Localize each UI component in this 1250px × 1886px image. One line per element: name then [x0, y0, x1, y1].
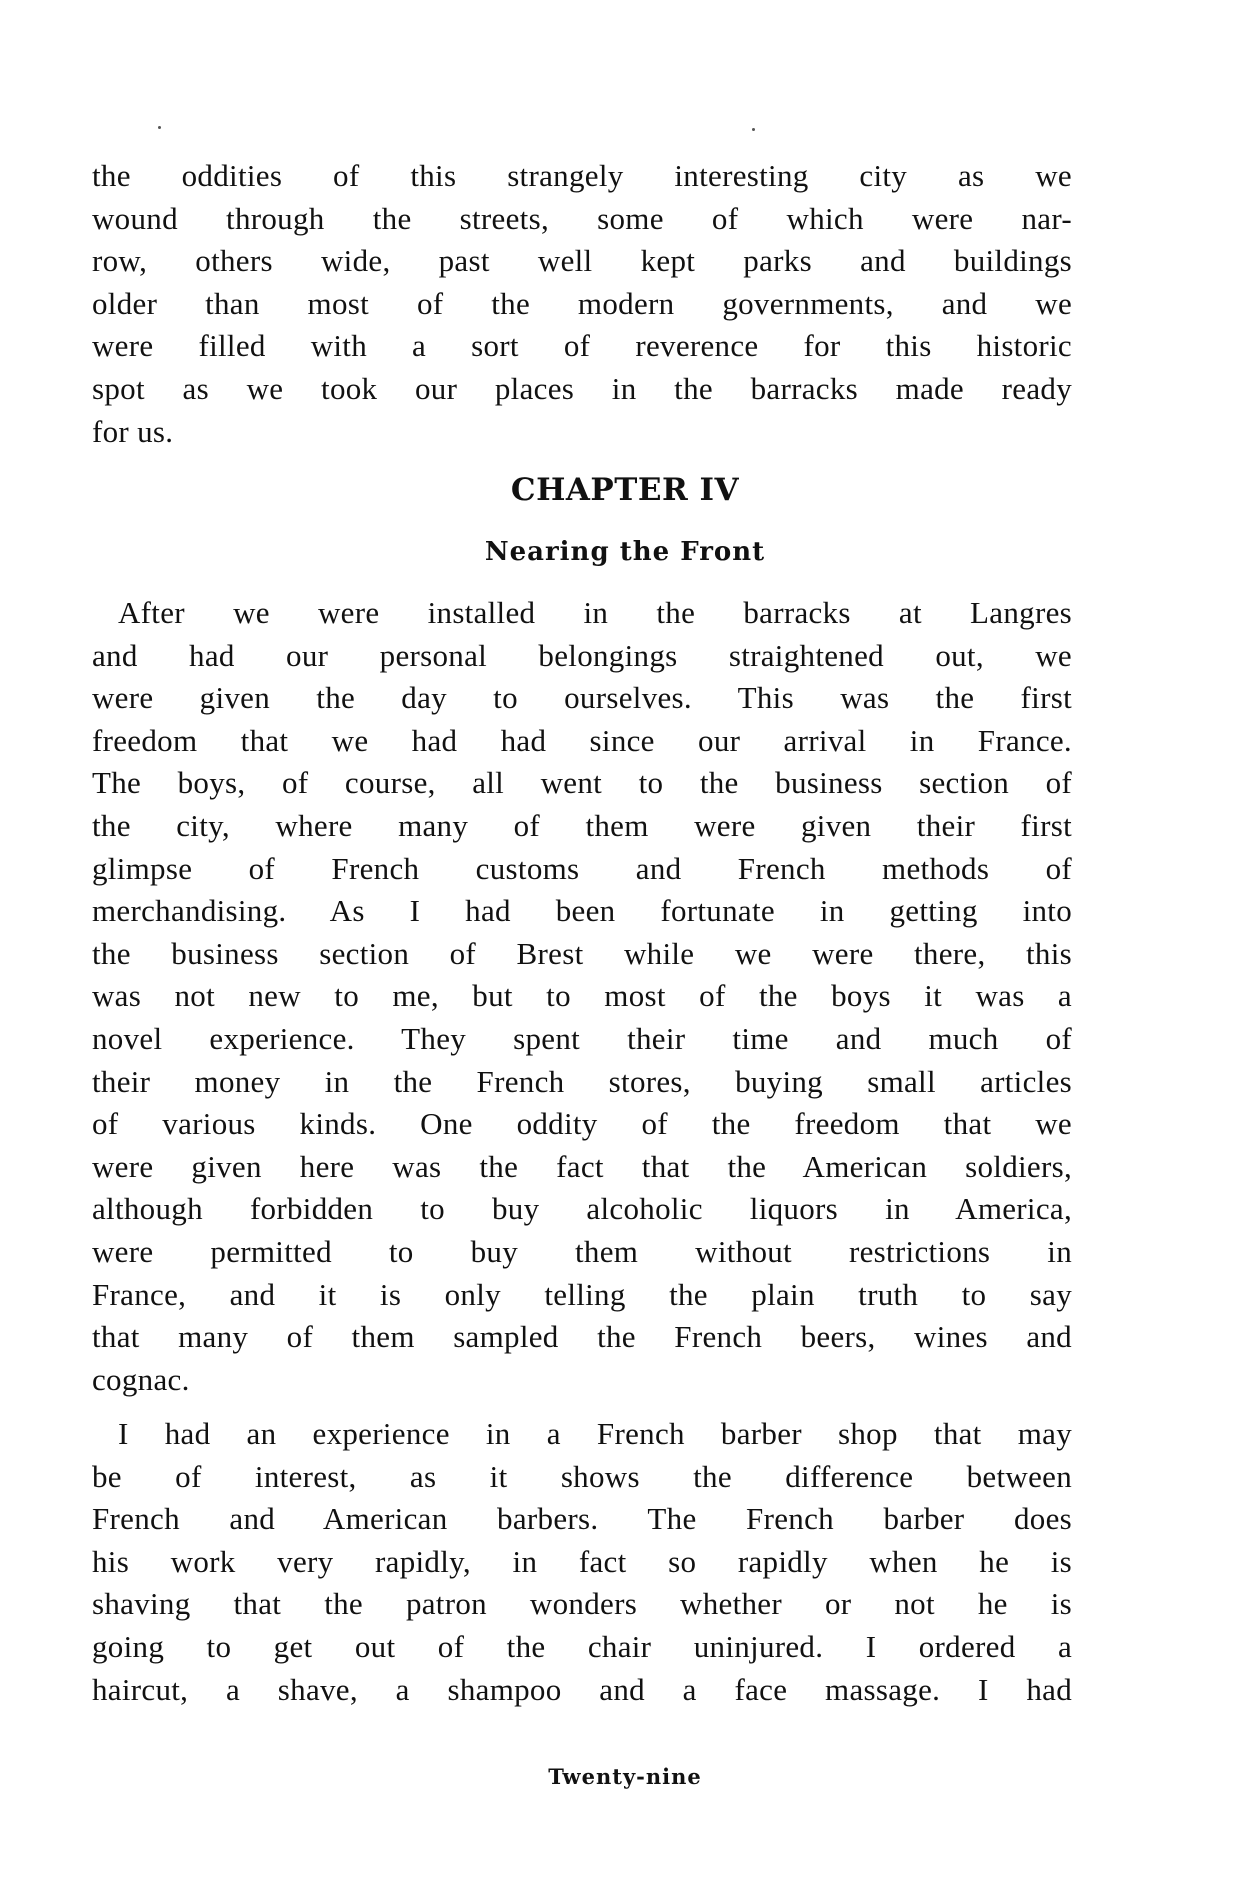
- text-line: wound through the streets, some of which were nar-: [92, 200, 1072, 236]
- chapter-title: Nearing the Front: [484, 537, 766, 567]
- text-line: shaving that the patron wonders whether or not he is: [92, 1586, 1072, 1622]
- chapter-heading: CHAPTER IV: [510, 472, 740, 508]
- text-line: France, and it is only telling the plain truth to say: [92, 1276, 1072, 1312]
- text-line: haircut, a shave, a shampoo and a face massage. I had: [92, 1671, 1072, 1707]
- text-line: the oddities of this strangely interesting city as we: [92, 158, 1072, 193]
- text-line: cognac.: [92, 1361, 190, 1397]
- text-line: that many of them sampled the French beers, wines and: [92, 1319, 1072, 1355]
- text-line: I had an experience in a French barber shop that may: [118, 1416, 1072, 1451]
- text-line: his work very rapidly, in fact so rapidly when he is: [92, 1543, 1072, 1579]
- text-line: of various kinds. One oddity of the freedom that we: [92, 1106, 1072, 1142]
- text-line: were given the day to ourselves. This was the first: [92, 680, 1072, 716]
- text-line: be of interest, as it shows the difference between: [92, 1458, 1072, 1494]
- text-line: their money in the French stores, buying small articles: [92, 1063, 1072, 1099]
- text-line: glimpse of French customs and French methods of: [92, 850, 1072, 886]
- page-number: Twenty-nine: [548, 1764, 702, 1789]
- text-line: The boys, of course, all went to the business section of: [92, 765, 1072, 801]
- text-line: After we were installed in the barracks at Langres: [118, 595, 1072, 630]
- paragraph-langres: [92, 592, 1072, 1401]
- text-line: older than most of the modern governments, and we: [92, 285, 1072, 321]
- text-line: was not new to me, but to most of the boys it was a: [92, 978, 1072, 1014]
- text-line: and had our personal belongings straightened out, we: [92, 637, 1072, 673]
- text-line: French and American barbers. The French barber does: [92, 1501, 1072, 1537]
- scan-speck: [158, 126, 161, 129]
- continuation-paragraph: [92, 155, 1072, 453]
- text-line: were filled with a sort of reverence for this historic: [92, 328, 1072, 364]
- text-line: were permitted to buy them without restrictions in: [92, 1233, 1072, 1269]
- scan-speck: [752, 128, 755, 131]
- paragraph-barber-shop: [92, 1413, 1072, 1711]
- text-line: merchandising. As I had been fortunate in getting into: [92, 893, 1072, 929]
- text-line: were given here was the fact that the American soldiers,: [92, 1148, 1072, 1184]
- text-line: spot as we took our places in the barracks made ready: [92, 370, 1072, 406]
- text-line: going to get out of the chair uninjured. I ordered a: [92, 1628, 1072, 1664]
- text-line: although forbidden to buy alcoholic liquors in America,: [92, 1191, 1072, 1227]
- text-line: the business section of Brest while we were there, this: [92, 935, 1072, 971]
- text-line: freedom that we had had since our arrival in France.: [92, 722, 1072, 758]
- text-line: the city, where many of them were given their first: [92, 807, 1072, 843]
- text-line: row, others wide, past well kept parks and buildings: [92, 243, 1072, 279]
- text-line: novel experience. They spent their time and much of: [92, 1020, 1072, 1056]
- text-line: for us.: [92, 413, 174, 449]
